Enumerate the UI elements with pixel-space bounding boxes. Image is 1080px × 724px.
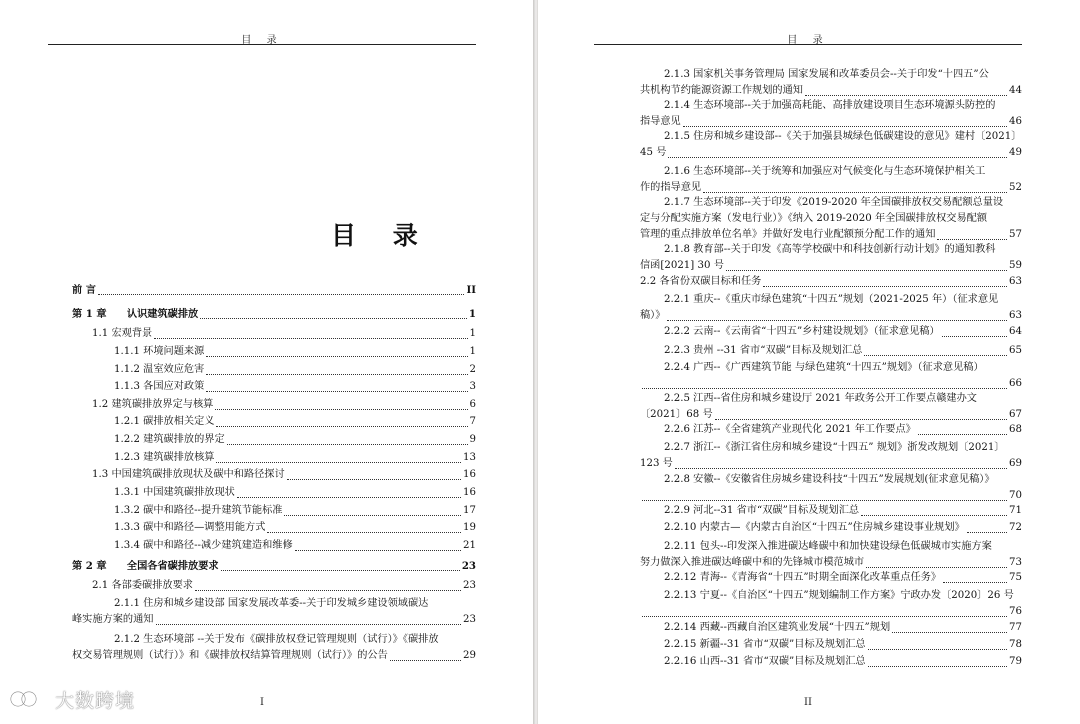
- toc-entry-title-line: 2.2.7 浙江--《浙江省住房和城乡建设“十四五” 规划》浙发改规划〔2021〕: [664, 442, 1005, 453]
- dot-leader: [868, 666, 1007, 667]
- toc-entry-title-line: 2.2.8 安徽--《安徽省住房城乡建设科技“十四五”发展规划(征求意见稿）》: [664, 474, 995, 485]
- toc-entry-title: 管理的重点排放单位名单》并做好发电行业配额预分配工作的通知: [640, 229, 936, 240]
- toc-entry-title: 第 2 章 全国各省碳排放要求: [72, 560, 219, 572]
- dot-leader: [668, 157, 1007, 158]
- toc-entry[interactable]: [640, 440, 1022, 472]
- dot-leader: [98, 294, 465, 295]
- toc-page-number: 29: [463, 650, 476, 661]
- toc-entry-title-line: 定与分配实施方案（发电行业）》《纳入 2019-2020 年全国碳排放权交易配额: [640, 213, 988, 224]
- toc-entry[interactable]: [640, 503, 1022, 519]
- toc-entry-title: 2.2.2 云南--《云南省“十四五”乡村建设规划》（征求意见稿）: [664, 326, 940, 337]
- toc-entry-title-line: 2.2.13 宁夏--《自治区“十四五”规划编制工作方案》宁政办发〔2020〕26 号: [664, 590, 1014, 601]
- toc-page-number: 1: [469, 328, 476, 339]
- page-number: I: [260, 697, 264, 708]
- toc-page-number: 65: [1009, 345, 1022, 356]
- toc-entry-title: 作的指导意见: [640, 182, 702, 193]
- dot-leader: [937, 239, 1007, 240]
- dot-leader: [206, 391, 467, 392]
- toc-entry-title: 峰实施方案的通知: [72, 614, 154, 625]
- toc-entry-title-line: 2.1.4 生态环境部--关于加强高耗能、高排放建设项目生态环境源头防控的: [664, 100, 996, 111]
- dot-leader: [156, 624, 462, 625]
- toc-entry[interactable]: [640, 637, 1022, 653]
- toc-page-number: 2: [469, 364, 476, 375]
- toc-entry-title: 第 1 章 认识建筑碳排放: [72, 308, 199, 320]
- dot-leader: [227, 444, 468, 445]
- toc-page-number: 67: [1009, 409, 1022, 420]
- toc-entry-title-line: 2.2.4 广西--《广西建筑节能 与绿色建筑“十四五”规划》（征求意见稿）: [664, 362, 984, 373]
- toc-entry-title-line: 2.2.11 包头--印发深入推进碳达峰碳中和加快建设绿色低碳城市实施方案: [664, 541, 992, 552]
- toc-entry-title: 2.2.9 河北--31 省市“双碳”目标及规划汇总: [664, 505, 860, 516]
- dot-leader: [287, 479, 461, 480]
- toc-entry-title: 1.3.1 中国建筑碳排放现状: [114, 487, 235, 498]
- toc-entry[interactable]: [640, 195, 1022, 243]
- toc-page-number: 66: [1009, 378, 1022, 389]
- dot-leader: [206, 374, 467, 375]
- toc-page-number: 72: [1009, 522, 1022, 533]
- dot-leader: [715, 419, 1007, 420]
- toc-page-number: 7: [469, 416, 476, 427]
- toc-entry[interactable]: [640, 422, 1022, 438]
- toc-page-number: 69: [1009, 458, 1022, 469]
- toc-entry[interactable]: [640, 539, 1022, 571]
- toc-entry[interactable]: [640, 129, 1022, 161]
- dot-leader: [390, 660, 461, 661]
- dot-leader: [726, 270, 1007, 271]
- toc-entry[interactable]: [640, 360, 1022, 392]
- toc-entry-title-line: 2.1.6 生态环境部--关于统筹和加强应对气候变化与生态环境保护相关工: [664, 166, 986, 177]
- toc-entry-title: 1.3.4 碳中和路径--减少建筑建造和维修: [114, 540, 293, 551]
- toc-entry-title: 2.2.14 西藏--西藏自治区建筑业发展“十四五”规划: [664, 622, 891, 633]
- toc-entry-title: 共机构节约能源资源工作规划的通知: [640, 85, 803, 96]
- toc-entry-title: 1.2.3 建筑碳排放核算: [114, 452, 215, 463]
- toc-entry-title: 2.2.3 贵州 --31 省市“双碳”目标及规划汇总: [664, 345, 863, 356]
- toc-entry-title: 2.2.16 山西--31 省市“双碳”目标及规划汇总: [664, 656, 866, 667]
- dot-leader: [868, 649, 1007, 650]
- dot-leader: [805, 95, 1007, 96]
- toc-entry-title: 1.1.2 温室效应危害: [114, 364, 205, 375]
- toc-page-number: 23: [463, 580, 476, 591]
- dot-leader: [892, 632, 1007, 633]
- toc-page-number: 59: [1009, 260, 1022, 271]
- dot-leader: [221, 570, 460, 571]
- toc-page-number: 70: [1009, 490, 1022, 501]
- toc-entry[interactable]: [72, 344, 476, 360]
- header-rule: [594, 44, 1022, 45]
- toc-entry-title: 1.3.3 碳中和路径—调整用能方式: [114, 522, 266, 533]
- toc-page-number: 52: [1009, 182, 1022, 193]
- dot-leader: [642, 500, 1007, 501]
- toc-entry-title-line: 2.1.7 生态环境部--关于印发《2019-2020 年全国碳排放权交易配额总量设: [664, 197, 1004, 208]
- toc-page-number: 63: [1009, 276, 1022, 287]
- watermark: [10, 686, 135, 715]
- dot-leader: [942, 336, 1007, 337]
- dot-leader: [861, 515, 1007, 516]
- toc-entry[interactable]: [72, 467, 476, 483]
- dot-leader: [943, 582, 1007, 583]
- dot-leader: [866, 567, 1007, 568]
- dot-leader: [206, 356, 467, 357]
- toc-entry[interactable]: [640, 472, 1022, 504]
- toc-entry-title: 1.1.1 环境问题来源: [114, 346, 205, 357]
- toc-entry[interactable]: [640, 164, 1022, 196]
- toc-entry[interactable]: [640, 343, 1022, 359]
- toc-page-number: 16: [463, 487, 476, 498]
- toc-entry-title: 1.1 宏观背景: [92, 328, 153, 339]
- toc-entry-title: 1.2 建筑碳排放界定与核算: [92, 399, 214, 410]
- dot-leader: [195, 590, 461, 591]
- toc-entry-title: 权交易管理规则（试行）》和《碳排放权结算管理规则（试行）》的公告: [72, 650, 388, 661]
- toc-entry[interactable]: [72, 282, 476, 298]
- toc-page-number: 76: [1009, 606, 1022, 617]
- dot-leader: [703, 192, 1007, 193]
- toc-page-number: 23: [463, 614, 476, 625]
- running-head: 目 录: [787, 35, 829, 46]
- toc-page-number: 46: [1009, 116, 1022, 127]
- toc-entry[interactable]: [640, 292, 1022, 324]
- toc-entry-title-line: 2.2.1 重庆--《重庆市绿色建筑“十四五”规划（2021-2025 年）（征求意见: [664, 294, 999, 305]
- toc-entry-title: 45 号: [640, 147, 667, 158]
- toc-entry-title: 稿）》: [640, 310, 666, 321]
- toc-entry[interactable]: [72, 632, 476, 664]
- dot-leader: [675, 468, 1007, 469]
- dot-leader: [763, 286, 1007, 287]
- toc-entry-title: 1.2.1 碳排放相关定义: [114, 416, 215, 427]
- toc-page-right: [538, 0, 1080, 724]
- toc-entry[interactable]: [640, 654, 1022, 670]
- dot-leader: [642, 388, 1007, 389]
- dot-leader: [216, 426, 467, 427]
- toc-entry[interactable]: [640, 620, 1022, 636]
- toc-entry-title: 123 号: [640, 458, 673, 469]
- toc-entry-title: 2.2 各省份双碳目标和任务: [640, 276, 762, 287]
- toc-entry[interactable]: [640, 391, 1022, 423]
- toc-page-number: 1: [468, 308, 476, 320]
- toc-entry[interactable]: [72, 397, 476, 413]
- toc-entry-title-line: 2.1.3 国家机关事务管理局 国家发展和改革委员会--关于印发“十四五”公: [664, 69, 989, 80]
- toc-entry[interactable]: [640, 67, 1022, 99]
- dot-leader: [267, 532, 461, 533]
- toc-title: 目 录: [331, 221, 432, 250]
- toc-page-number: 49: [1009, 147, 1022, 158]
- toc-page-number: 23: [461, 560, 476, 572]
- toc-page-number: 73: [1009, 557, 1022, 568]
- toc-entry-title: 2.2.10 内蒙古—《内蒙古自治区“十四五”住房城乡建设事业规划》: [664, 522, 965, 533]
- toc-page-number: 19: [463, 522, 476, 533]
- dot-leader: [284, 515, 461, 516]
- toc-page-number: 9: [469, 434, 476, 445]
- toc-page-number: 63: [1009, 310, 1022, 321]
- toc-page-number: 21: [463, 540, 476, 551]
- toc-entry[interactable]: [640, 242, 1022, 274]
- toc-entry-title-line: 2.1.2 生态环境部 --关于发布《碳排放权登记管理规则（试行）》《碳排放: [114, 634, 439, 645]
- dot-leader: [154, 338, 467, 339]
- toc-page-number: 64: [1009, 326, 1022, 337]
- toc-entry[interactable]: [72, 450, 476, 466]
- dot-leader: [864, 355, 1007, 356]
- toc-page-number: 1: [469, 346, 476, 357]
- toc-entry-title-line: 2.1.5 住房和城乡建设部--《关于加强县城绿色低碳建设的意见》建村〔2021〕: [664, 131, 1022, 142]
- toc-page-number: 6: [469, 399, 476, 410]
- toc-entry[interactable]: [72, 503, 476, 519]
- toc-entry-title: 信函[2021] 30 号: [640, 260, 724, 271]
- toc-entry-title: 2.1 各部委碳排放要求: [92, 580, 193, 591]
- toc-page-number: 78: [1009, 639, 1022, 650]
- toc-entry[interactable]: [640, 570, 1022, 586]
- toc-entry[interactable]: [72, 485, 476, 501]
- brand-logo-icon: [10, 688, 46, 715]
- toc-entry[interactable]: [640, 98, 1022, 130]
- toc-page-number: 77: [1009, 622, 1022, 633]
- toc-page-number: 57: [1009, 229, 1022, 240]
- dot-leader: [216, 462, 461, 463]
- page-number: II: [804, 697, 812, 708]
- toc-entry[interactable]: [72, 538, 476, 554]
- dot-leader: [918, 434, 1007, 435]
- toc-entry-title: 2.2.6 江苏--《全省建筑产业现代化 2021 年工作要点》: [664, 424, 916, 435]
- toc-entry-title-line: 2.1.8 教育部--关于印发《高等学校碳中和科技创新行动计划》的通知教科: [664, 244, 996, 255]
- toc-page-number: 71: [1009, 505, 1022, 516]
- toc-entry-title-line: 2.2.5 江西--省住房和城乡建设厅 2021 年政务公开工作要点赣建办文: [664, 393, 977, 404]
- toc-page-number: 13: [463, 452, 476, 463]
- dot-leader: [200, 318, 467, 319]
- toc-page-number: 16: [463, 469, 476, 480]
- toc-page-left: [0, 0, 533, 724]
- toc-page-number: II: [466, 284, 476, 296]
- dot-leader: [215, 409, 467, 410]
- toc-entry[interactable]: [72, 379, 476, 395]
- toc-entry-title: 1.1.3 各国应对政策: [114, 381, 205, 392]
- toc-entry[interactable]: [640, 274, 1022, 290]
- toc-entry-title: 1.3 中国建筑碳排放现状及碳中和路径探讨: [92, 469, 285, 480]
- toc-entry[interactable]: [72, 558, 476, 574]
- watermark-text: 大数跨境: [55, 690, 136, 712]
- dot-leader: [295, 550, 461, 551]
- toc-entry-title-line: 2.1.1 住房和城乡建设部 国家发展改革委--关于印发城乡建设领域碳达: [114, 598, 429, 609]
- dot-leader: [667, 320, 1007, 321]
- toc-entry-title: 1.3.2 碳中和路径--提升建筑节能标准: [114, 505, 283, 516]
- toc-entry[interactable]: [72, 520, 476, 536]
- dot-leader: [967, 532, 1007, 533]
- toc-entry[interactable]: [640, 324, 1022, 340]
- toc-entry[interactable]: [72, 432, 476, 448]
- toc-page-number: 68: [1009, 424, 1022, 435]
- toc-entry[interactable]: [640, 588, 1022, 620]
- dot-leader: [683, 126, 1007, 127]
- toc-entry[interactable]: [72, 414, 476, 430]
- toc-entry-title: 努力做深入推进碳达峰碳中和的先锋城市模范城市: [640, 557, 865, 568]
- toc-entry[interactable]: [72, 306, 476, 322]
- header-rule: [48, 44, 476, 45]
- toc-page-number: 3: [469, 381, 476, 392]
- toc-entry-title: 前 言: [72, 284, 96, 296]
- dot-leader: [642, 616, 1007, 617]
- toc-entry-title: 指导意见: [640, 116, 681, 127]
- toc-entry[interactable]: [72, 326, 476, 342]
- dot-leader: [237, 497, 461, 498]
- toc-page-number: 79: [1009, 656, 1022, 667]
- toc-page-number: 44: [1009, 85, 1022, 96]
- toc-entry-title: 2.2.12 青海--《青海省“十四五”时期全面深化改革重点任务》: [664, 572, 942, 583]
- toc-page-number: 75: [1009, 572, 1022, 583]
- toc-entry[interactable]: [72, 578, 476, 594]
- toc-entry[interactable]: [72, 596, 476, 628]
- toc-entry-title: 2.2.15 新疆--31 省市“双碳”目标及规划汇总: [664, 639, 866, 650]
- toc-page-number: 17: [463, 505, 476, 516]
- toc-entry[interactable]: [640, 520, 1022, 536]
- running-head: 目 录: [241, 35, 283, 46]
- toc-entry-title: 1.2.2 建筑碳排放的界定: [114, 434, 225, 445]
- toc-entry[interactable]: [72, 362, 476, 378]
- toc-entry-title: 〔2021〕68 号: [640, 409, 713, 420]
